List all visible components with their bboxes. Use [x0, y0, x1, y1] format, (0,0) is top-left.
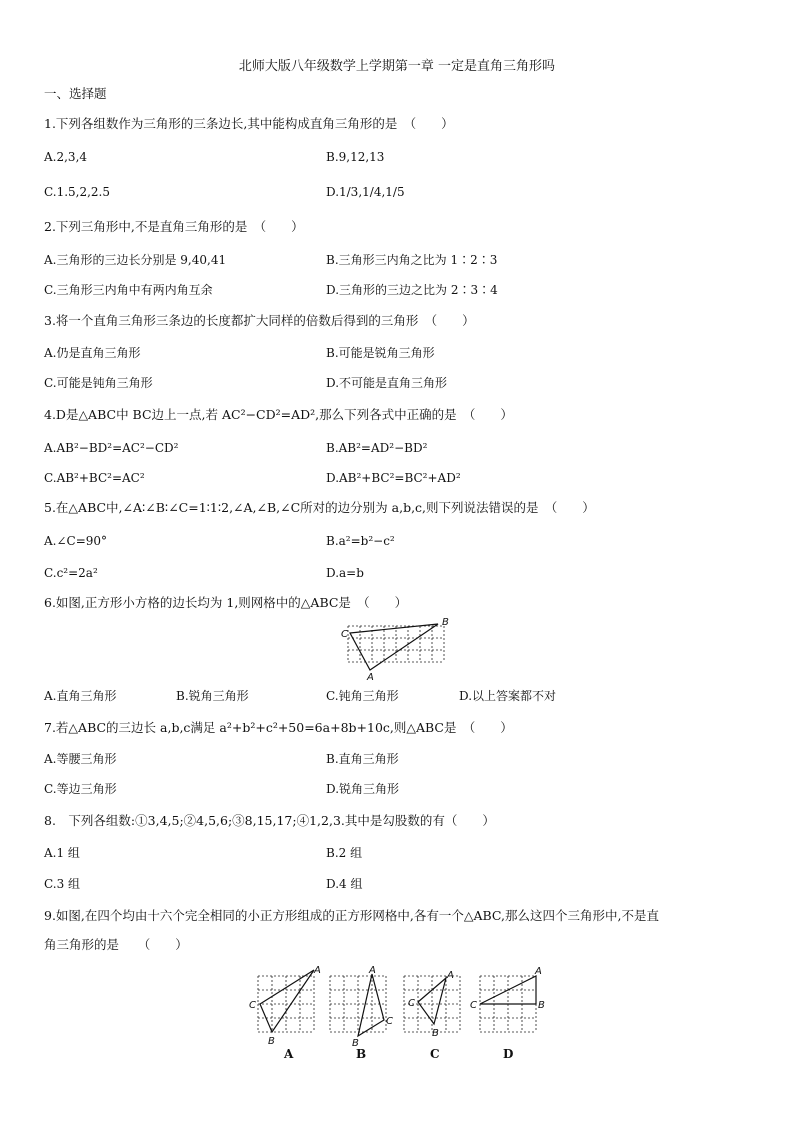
- page-title: 北师大版八年级数学上学期第一章 一定是直角三角形吗: [238, 59, 556, 74]
- question-9-figures: [246, 964, 556, 1064]
- question-8-option-d: D.4 组: [326, 877, 363, 891]
- question-4-option-b: B.AB²=AD²−BD²: [326, 441, 428, 455]
- question-8-option-b: B.2 组: [326, 846, 363, 860]
- question-7-stem: 7.若△ABC的三边长 a,b,c满足 a²+b²+c²+50=6a+8b+10c,则△ABC是 （ ）: [44, 720, 513, 735]
- question-6-option-d: D.以上答案都不对: [459, 689, 557, 703]
- figure-caption-d: D: [503, 1047, 514, 1061]
- question-6-figure: [340, 617, 460, 683]
- question-2-option-a: A.三角形的三边长分别是 9,40,41: [44, 253, 227, 267]
- vertex-label-b: B: [442, 617, 449, 628]
- question-1-option-b: B.9,12,13: [326, 150, 385, 164]
- question-3-option-a: A.仍是直角三角形: [44, 346, 141, 360]
- question-3-option-b: B.可能是锐角三角形: [326, 346, 435, 360]
- question-2-option-c: C.三角形三内角中有两内角互余: [44, 283, 213, 297]
- figure-caption-b: B: [356, 1047, 367, 1061]
- question-2-stem: 2.下列三角形中,不是直角三角形的是 （ ）: [44, 219, 304, 234]
- figure-c-label-b: B: [432, 1028, 439, 1039]
- figure-a-label-a: A: [314, 965, 321, 976]
- question-5-option-d: D.a=b: [326, 566, 364, 580]
- question-1-stem: 1.下列各组数作为三角形的三条边长,其中能构成直角三角形的是 （ ）: [44, 116, 454, 131]
- question-4-option-d: D.AB²+BC²=BC²+AD²: [326, 471, 461, 485]
- question-3-option-d: D.不可能是直角三角形: [326, 376, 448, 390]
- question-2-option-d: D.三角形的三边之比为 2∶3∶4: [326, 283, 498, 297]
- question-6-stem: 6.如图,正方形小方格的边长均为 1,则网格中的△ABC是 （ ）: [44, 595, 408, 610]
- figure-c-label-a: A: [447, 970, 454, 981]
- question-1-option-a: A.2,3,4: [44, 150, 88, 164]
- question-3-option-c: C.可能是钝角三角形: [44, 376, 153, 390]
- section-heading: 一、选择题: [44, 86, 107, 101]
- question-7-option-c: C.等边三角形: [44, 782, 117, 796]
- figure-a-label-c: C: [249, 1000, 256, 1011]
- figure-b-label-a: A: [369, 965, 376, 976]
- figure-caption-a: A: [284, 1047, 294, 1061]
- question-1-option-c: C.1.5,2,2.5: [44, 185, 110, 199]
- question-5-option-c: C.c²=2a²: [44, 566, 98, 580]
- question-7-option-b: B.直角三角形: [326, 752, 399, 766]
- figure-caption-c: C: [430, 1047, 440, 1061]
- figure-d-label-a: A: [535, 966, 542, 977]
- figure-d-label-c: C: [470, 1000, 477, 1011]
- triangle-abc: [350, 624, 438, 670]
- question-4-option-a: A.AB²−BD²=AC²−CD²: [44, 441, 179, 455]
- question-5-stem: 5.在△ABC中,∠A∶∠B∶∠C=1∶1∶2,∠A,∠B,∠C所对的边分别为 a,b,c,则下列说法错误的是 （ ）: [44, 500, 595, 515]
- question-4-stem: 4.D是△ABC中 BC边上一点,若 AC²−CD²=AD²,那么下列各式中正确的是 （ ）: [44, 407, 513, 422]
- question-7-option-d: D.锐角三角形: [326, 782, 400, 796]
- question-6-option-c: C.钝角三角形: [326, 689, 399, 703]
- figure-d-label-b: B: [538, 1000, 545, 1011]
- question-3-stem: 3.将一个直角三角形三条边的长度都扩大同样的倍数后得到的三角形 （ ）: [44, 313, 475, 328]
- question-2-option-b: B.三角形三内角之比为 1∶2∶3: [326, 253, 498, 267]
- question-8-option-a: A.1 组: [44, 846, 80, 860]
- figure-a-label-b: B: [268, 1036, 275, 1047]
- question-7-option-a: A.等腰三角形: [44, 752, 117, 766]
- vertex-label-a: A: [367, 672, 374, 683]
- question-8-option-c: C.3 组: [44, 877, 81, 891]
- question-9-stem-line-1: 9.如图,在四个均由十六个完全相同的小正方形组成的正方形网格中,各有一个△ABC,那么这四个三角形中,不是直: [44, 908, 659, 923]
- figure-c-label-c: C: [408, 998, 415, 1009]
- question-6-option-b: B.锐角三角形: [176, 689, 249, 703]
- question-5-option-b: B.a²=b²−c²: [326, 534, 395, 548]
- triangle-option-b: [358, 974, 384, 1036]
- figure-b-label-c: C: [386, 1016, 393, 1027]
- figure-b-label-b: B: [352, 1038, 359, 1049]
- question-9-stem-line-2: 角三角形的是 （ ）: [44, 937, 188, 952]
- question-4-option-c: C.AB²+BC²=AC²: [44, 471, 145, 485]
- triangle-option-a: [260, 970, 314, 1032]
- question-6-option-a: A.直角三角形: [44, 689, 117, 703]
- question-1-option-d: D.1/3,1/4,1/5: [326, 185, 405, 199]
- vertex-label-c: C: [341, 629, 348, 640]
- question-8-stem: 8. 下列各组数:①3,4,5;②4,5,6;③8,15,17;④1,2,3.其中是勾股数的有（ ）: [44, 813, 495, 828]
- question-5-option-a: A.∠C=90°: [44, 534, 108, 548]
